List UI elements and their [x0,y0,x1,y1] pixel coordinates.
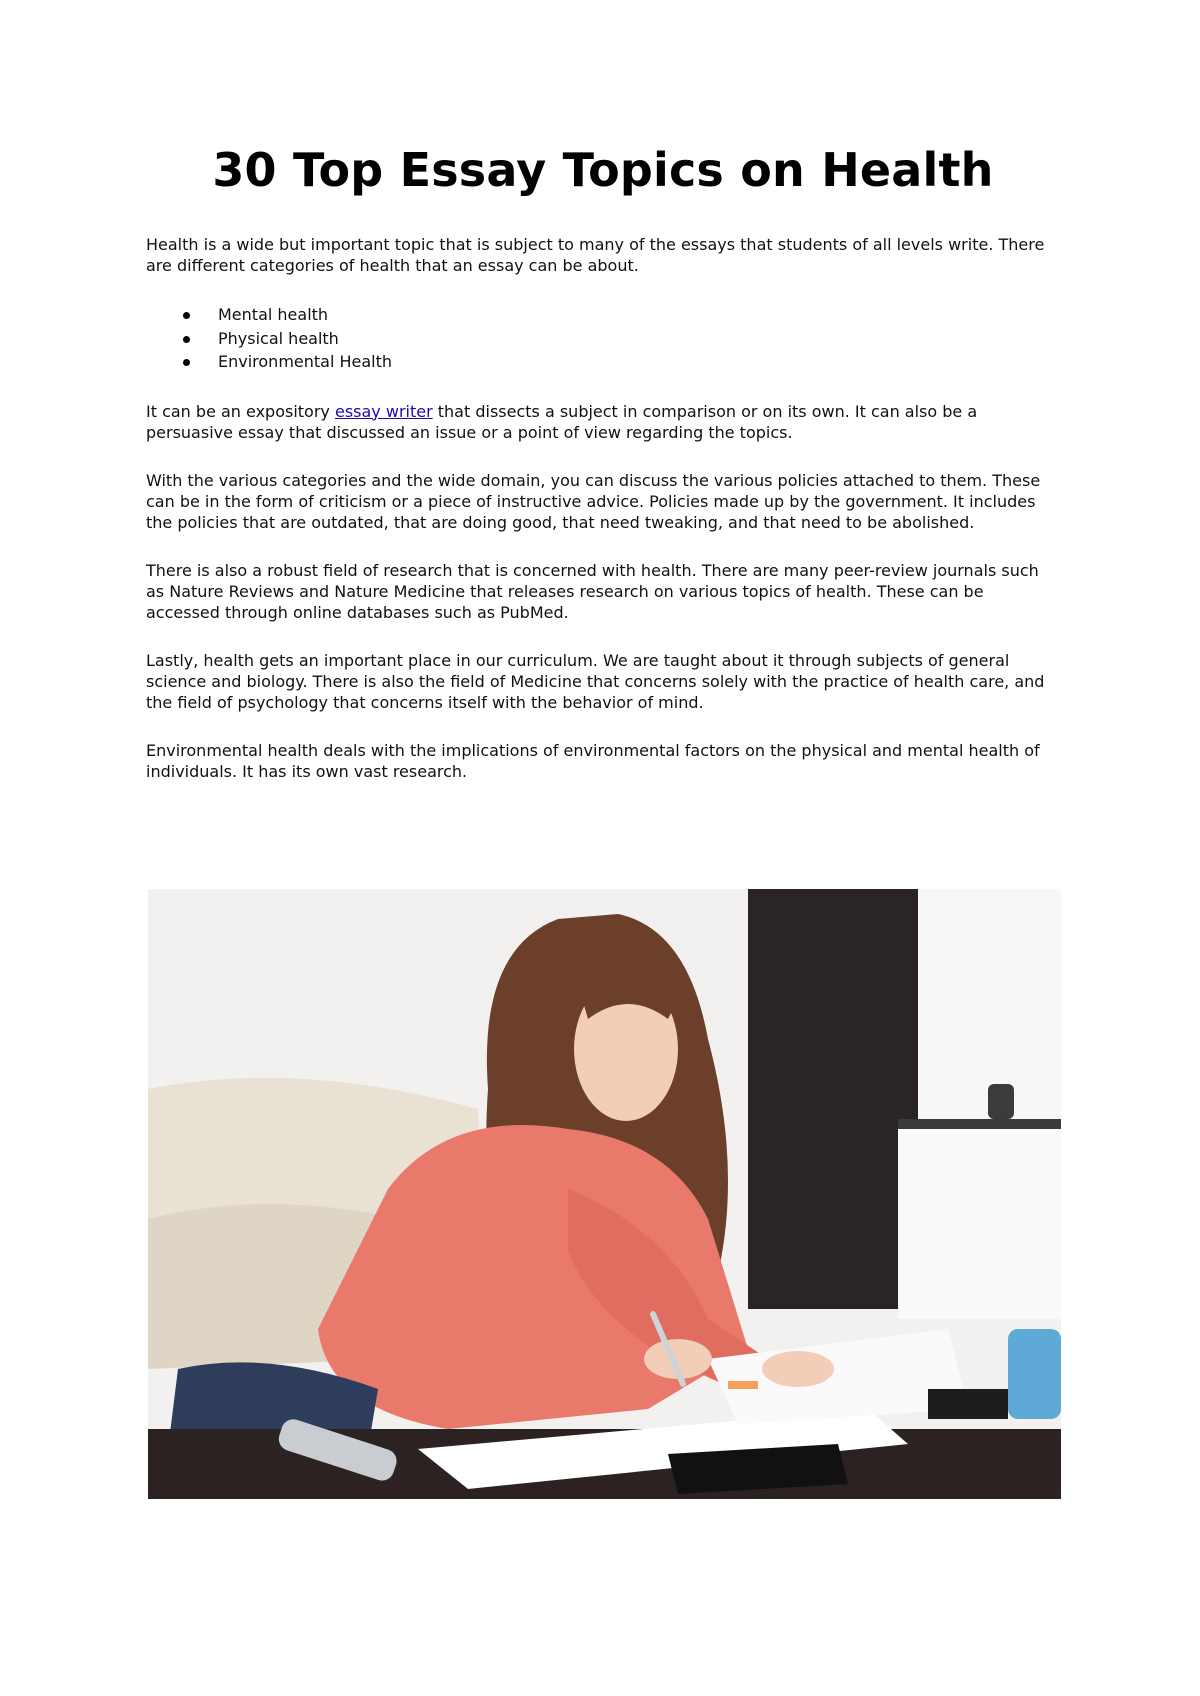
photo-illustration [148,889,1061,1499]
paragraph-text: that dissects a subject in comparison or on its own. It can also be a persuasive essay that discussed an issue or a point of view regarding the topics. [146,401,978,442]
window-light [918,889,1061,1119]
kitchen-counter [898,1119,1061,1129]
essay-writer-link[interactable]: essay writer [334,401,433,421]
list-item-label: Environmental Health [218,352,393,371]
intro-paragraph: Health is a wide but important topic that is subject to many of the essays that students of all levels write. There are different categories of health that an essay can be about. [146,235,1045,275]
policies-paragraph: With the various categories and the wide domain, you can discuss the various policies attached to them. These can be in the form of criticism or a piece of instructive advice. Policies made up by the government. It includes the policies that are outdated, that are doing good, that need tweaking, and that need to be abolished. [146,470,1041,532]
categories-list [146,303,1060,374]
dark-door [748,889,918,1309]
list-item [146,303,1060,327]
list-item-label: Physical health [218,328,339,348]
paragraph-text: It can be an expository [146,401,335,421]
list-item-label: Mental health [218,305,329,324]
curriculum-paragraph: Lastly, health gets an important place in our curriculum. We are taught about it through subjects of general science and biology. There is also the field of Medicine that concerns solely with the practice of health care, and the field of psychology that concerns itself with the behavior of mind. [146,650,1045,712]
list-item [146,350,1060,374]
expository-paragraph [146,401,1060,443]
research-paragraph: There is also a robust field of research that is concerned with health. There are many peer-review journals such as Nature Reviews and Nature Medicine that releases research on various topics of health. These can be accessed through online databases such as PubMed. [146,560,1039,622]
environmental-paragraph: Environmental health deals with the implications of environmental factors on the physical and mental health of individuals. It has its own vast research. [146,740,1040,781]
bullet-icon [183,312,190,319]
sticky-note [728,1381,758,1389]
article-body [146,234,1060,809]
blue-mug [1008,1329,1061,1419]
bullet-icon [183,359,190,366]
other-hand [762,1351,834,1387]
kitchen-cabinet [898,1129,1061,1319]
kettle [988,1084,1014,1119]
list-item [146,327,1060,351]
phone [928,1389,1008,1419]
bullet-icon [183,336,190,343]
student-writing-photo [148,889,1061,1499]
page-title: 30 Top Essay Topics on Health [212,143,994,197]
